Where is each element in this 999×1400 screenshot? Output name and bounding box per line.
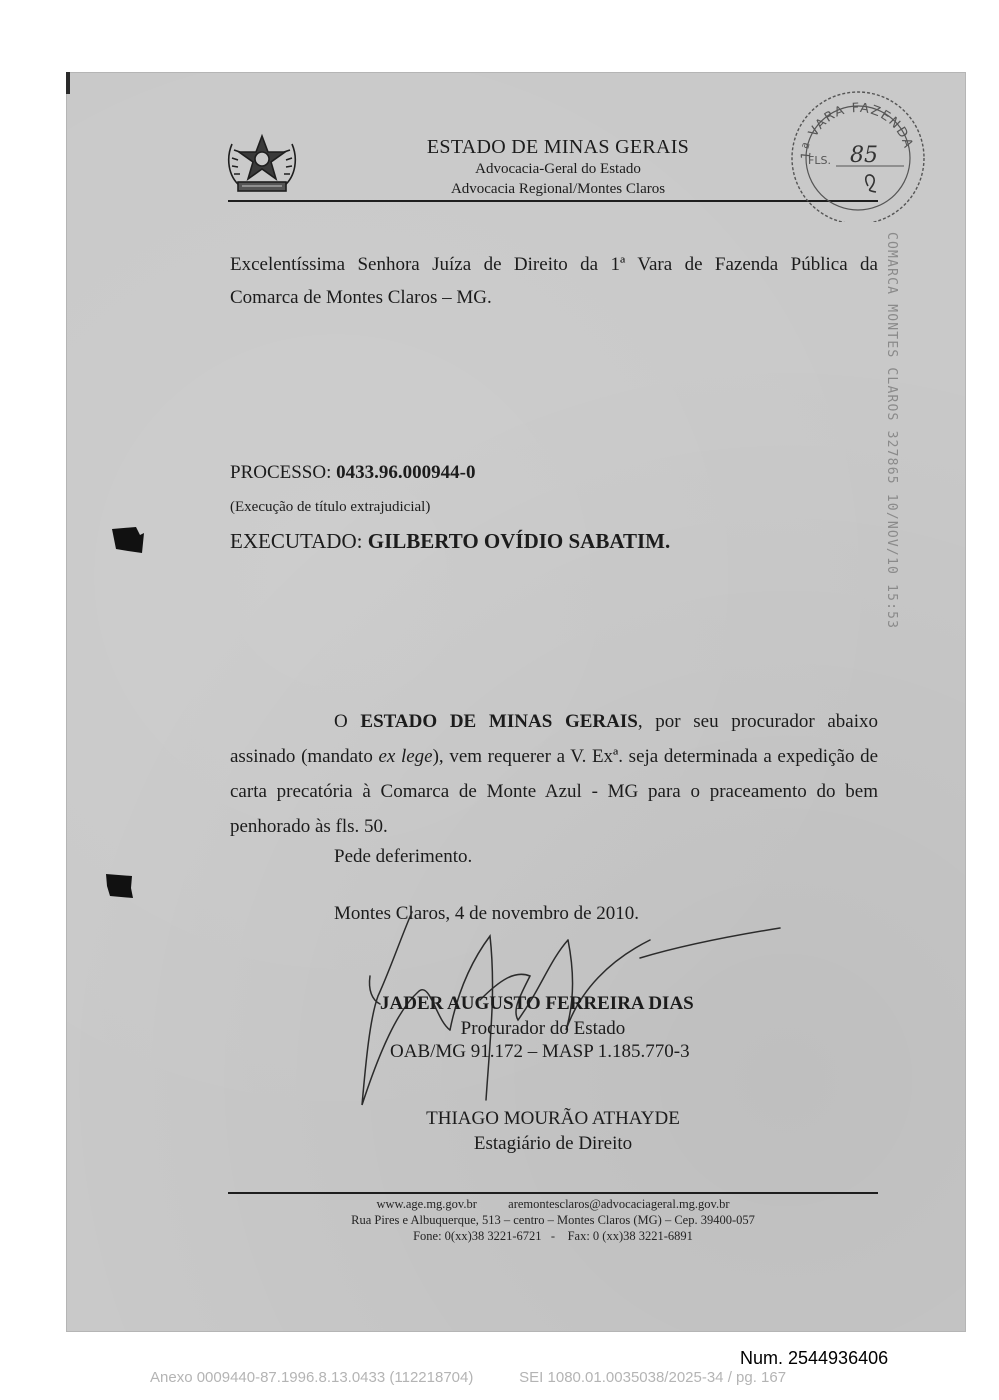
court-stamp [780,82,936,222]
stamp-initial-mark [866,175,876,192]
document-number: Num. 2544936406 [740,1348,889,1368]
footer-address: Rua Pires e Albuquerque, 513 – centro – Montes Claros (MG) – Cep. 39400-057 [351,1213,755,1227]
stamp-fls-label: FLS. [808,154,831,167]
para-bold-state: ESTADO DE MINAS GERAIS [360,711,638,732]
request-paragraph [230,704,878,844]
punch-hole-mark [104,872,134,900]
header-subtitle-regional: Advocacia Regional/Montes Claros [450,181,666,197]
header-subtitle: Advocacia-Geral do Estado [475,161,641,177]
annex-reference: Anexo 0009440-87.1996.8.13.0433 (112218704) SEI 1080.01.0035038/2025-34 / pg. 167 [150,1369,787,1386]
stamp-circle-text: 1ª VARA FAZENDA [798,100,916,161]
executado-name: GILBERTO OVÍDIO SABATIM. [367,529,671,553]
intern-name: THIAGO MOURÃO ATHAYDE [426,1108,680,1129]
coat-of-arms-icon [224,130,300,196]
executado-label: EXECUTADO: [230,529,368,553]
para-italic: ex lege [378,746,433,767]
footer-contact: www.age.mg.gov.br aremontesclaros@advocaciageral.mg.gov.br [376,1197,730,1211]
para-start: O [334,711,361,732]
processo-line [230,462,475,484]
signatory-name: JADER AUGUSTO FERREIRA DIAS [380,993,694,1014]
para-end: ), vem requerer a V. Exª. seja determinada a expedição de carta precatória à Comarca de Monte Azul - MG para o praceamento do bem penhorado às fls. 50. [230,746,879,837]
para-mid: , por seu procurador abaixo assinado (mandato [230,711,878,767]
footer-divider [228,1192,878,1194]
executado-line [230,529,670,554]
footer-phone: Fone: 0(xx)38 3221-6721 - Fax: 0 (xx)38 3221-6891 [413,1229,693,1243]
protocol-stamp: COMARCA MONTES CLAROS 327865 10/NOV/10 15:53 [884,232,899,630]
addressee-line2: Comarca de Montes Claros – MG. [230,287,492,308]
signatory-oab: OAB/MG 91.172 – MASP 1.185.770-3 [390,1041,690,1062]
processo-label: PROCESSO: [230,462,337,483]
processo-type: (Execução de título extrajudicial) [230,499,431,515]
closing-phrase: Pede deferimento. [334,846,473,867]
stamp-fls-number: 85 [850,143,878,168]
processo-number: 0433.96.000944-0 [336,462,476,483]
place-date: Montes Claros, 4 de novembro de 2010. [334,903,640,924]
scan-edge-mark [66,72,70,94]
addressee-line1: Excelentíssima Senhora Juíza de Direito da 1ª Vara de Fazenda Pública da [230,254,878,275]
header-title: ESTADO DE MINAS GERAIS [426,136,690,158]
signatory-role: Procurador do Estado [460,1018,626,1039]
addressee [230,248,878,314]
punch-hole-mark [110,525,146,555]
intern-role: Estagiário de Direito [473,1133,633,1154]
